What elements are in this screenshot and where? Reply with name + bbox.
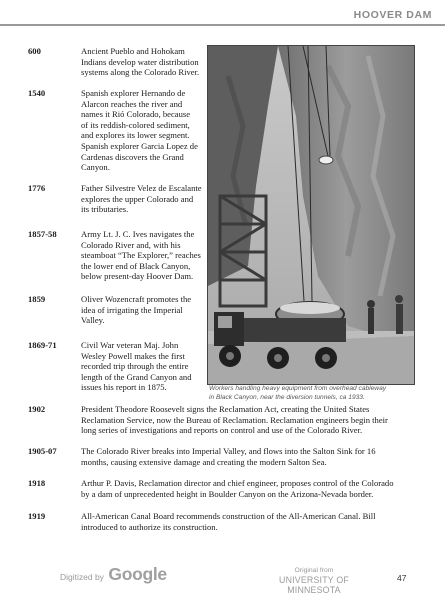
text-line: All-American Canal Board recommends construction of the All-American Canal. Bill <box>81 511 376 521</box>
cableway-photo-icon <box>208 46 414 384</box>
text-line: Valley. <box>81 315 105 326</box>
timeline-year: 1859 <box>28 294 46 304</box>
text-line: The Colorado River breaks into Imperial Valley, and flows into the Salton Sink for 16 <box>81 446 376 456</box>
text-line: length of the Grand Canyon and <box>81 371 192 382</box>
timeline-text <box>81 229 201 282</box>
timeline-text <box>81 340 192 393</box>
timeline-text <box>81 478 441 499</box>
text-line: long series of investigations and reports on control and use of the Colorado River. <box>81 425 363 436</box>
text-line: and explores its lower segment. <box>81 130 190 141</box>
text-line: Army Lt. J. C. Ives navigates the <box>81 229 195 239</box>
text-line: Civil War veteran Maj. John <box>81 340 179 350</box>
text-line: Alarcon reaches the river and <box>81 98 183 109</box>
text-line: recorded trip through the entire <box>81 361 189 372</box>
text-line: Indians develop water distribution <box>81 56 199 67</box>
text-line: steamboat “The Explorer,” reaches <box>81 250 201 261</box>
timeline-text <box>81 88 198 173</box>
text-line: Father Silvestre Velez de Escalante <box>81 183 202 193</box>
timeline-text <box>81 446 441 467</box>
caption-line: Workers handling heavy equipment from overhead cableway <box>209 385 387 392</box>
text-line: idea of irrigating the Imperial <box>81 304 183 315</box>
text-line: Colorado River and, with his <box>81 239 181 250</box>
text-line: explores the upper Colorado and <box>81 193 194 204</box>
text-line: of its reddish-colored sediment, <box>81 119 190 130</box>
text-line: below present-day Hoover Dam. <box>81 271 194 282</box>
text-line: months, causing extensive damage and creating the modern Salton Sea. <box>81 456 327 467</box>
header-rule <box>0 24 445 26</box>
timeline-year: 1919 <box>28 511 46 521</box>
text-line: Wesley Powell makes the first <box>81 350 185 361</box>
timeline-year: 600 <box>28 46 41 56</box>
timeline-year: 1869-71 <box>28 340 57 350</box>
text-line: Spanish explorer Hernando de <box>81 88 186 98</box>
text-line: the lower end of Black Canyon, <box>81 260 191 271</box>
text-line: by a dam of unprecedented height in Boulder Canyon on the Arizona-Nevada border. <box>81 488 374 499</box>
timeline-year: 1902 <box>28 404 46 414</box>
running-head: HOOVER DAM <box>353 9 432 21</box>
text-line: its tributaries. <box>81 204 129 215</box>
timeline-year: 1918 <box>28 478 46 488</box>
timeline-text <box>81 404 441 436</box>
timeline-year: 1540 <box>28 88 46 98</box>
text-line: Ancient Pueblo and Hohokam <box>81 46 185 56</box>
timeline-text <box>81 511 441 532</box>
original-from-label: Original from <box>294 567 334 574</box>
text-line: Arthur P. Davis, Reclamation director and chief engineer, proposes control of the Colorado <box>81 478 394 488</box>
photo-caption <box>209 385 419 402</box>
text-line: Cardenas discovers the Grand <box>81 151 184 162</box>
text-line: Oliver Wozencraft promotes the <box>81 294 192 304</box>
text-line: introduced to authorize its construction. <box>81 521 218 532</box>
timeline-year: 1857-58 <box>28 229 57 239</box>
original-source <box>255 567 373 595</box>
google-logo: Google <box>108 564 167 584</box>
timeline-text <box>81 46 199 78</box>
text-line: names it Rió Colorado, because <box>81 109 191 120</box>
timeline-text <box>81 183 202 215</box>
text-line: Reclamation Service, now the Bureau of Reclamation. Reclamation engineers begin their <box>81 414 388 425</box>
page-number: 47 <box>397 573 407 583</box>
historical-photo <box>207 45 415 385</box>
text-line: President Theodore Roosevelt signs the Reclamation Act, creating the United States <box>81 404 370 414</box>
digitized-by-google <box>60 564 167 585</box>
text-line: Canyon. <box>81 162 110 173</box>
text-line: issues his report in 1875. <box>81 382 167 393</box>
text-line: Spanish explorer Garcia Lopez de <box>81 140 198 151</box>
timeline-year: 1776 <box>28 183 46 193</box>
caption-line: in Black Canyon, near the diversion tunnels, ca 1933. <box>209 393 365 401</box>
timeline-text <box>81 294 191 326</box>
digitized-by-label: Digitized by <box>60 572 104 582</box>
timeline-year: 1905-07 <box>28 446 57 456</box>
text-line: systems along the Colorado River. <box>81 67 200 78</box>
institution-name: UNIVERSITY OF MINNESOTA <box>279 575 349 595</box>
